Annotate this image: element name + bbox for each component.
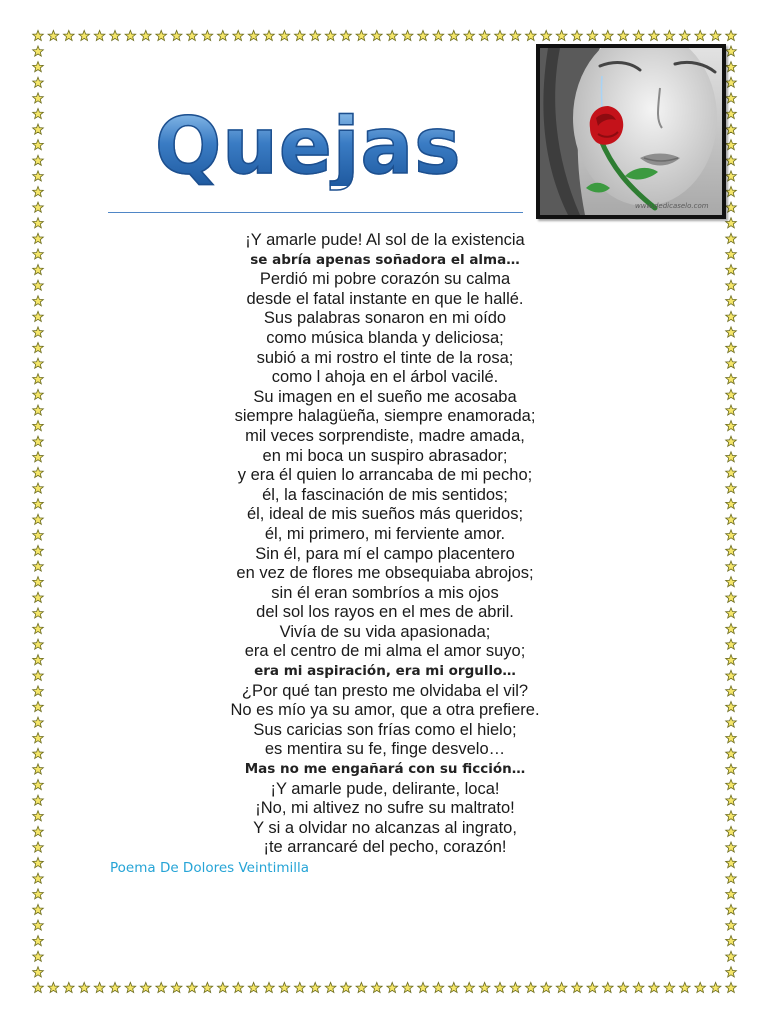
star-icon: [33, 561, 44, 571]
star-icon: [726, 951, 737, 961]
star-icon: [726, 265, 737, 275]
star-icon: [710, 982, 721, 992]
crying-woman-rose-image: [536, 44, 726, 219]
star-icon: [33, 155, 44, 165]
star-icon: [33, 670, 44, 680]
star-icon: [33, 623, 44, 633]
star-icon: [33, 280, 44, 290]
star-icon: [464, 982, 475, 992]
star-icon: [356, 30, 367, 40]
poem-line: mil veces sorprendiste, madre amada,: [245, 426, 525, 445]
star-icon: [726, 920, 737, 930]
star-icon: [695, 30, 706, 40]
star-icon: [248, 982, 259, 992]
star-icon: [294, 982, 305, 992]
star-icon: [726, 436, 737, 446]
star-icon: [33, 374, 44, 384]
star-icon: [202, 30, 213, 40]
poem-line: sin él eran sombríos a mis ojos: [271, 583, 499, 602]
star-icon: [33, 545, 44, 555]
star-icon: [726, 936, 737, 946]
star-icon: [525, 30, 536, 40]
star-icon: [33, 967, 44, 977]
star-icon: [710, 30, 721, 40]
star-icon: [726, 748, 737, 758]
star-icon: [726, 280, 737, 290]
poem-line: Sin él, para mí el campo placentero: [255, 544, 515, 563]
star-icon: [33, 795, 44, 805]
star-icon: [171, 982, 182, 992]
star-icon: [140, 30, 151, 40]
star-icon: [495, 30, 506, 40]
poem-line: Perdió mi pobre corazón su calma: [259, 270, 511, 289]
poem-line: ¡No, mi altivez no sufre su maltrato!: [255, 799, 515, 818]
poem-line: siempre halagüeña, siempre enamorada;: [234, 407, 536, 426]
star-icon: [572, 30, 583, 40]
poem-line: desde el fatal instante en que le hallé.: [246, 289, 524, 308]
star-icon: [726, 514, 737, 524]
star-icon: [402, 982, 413, 992]
star-icon: [33, 124, 44, 134]
poem-line: como música blanda y deliciosa;: [266, 328, 504, 347]
poem-line: Su imagen en el sueño me acosaba: [253, 387, 517, 406]
star-icon: [541, 982, 552, 992]
star-icon: [94, 30, 105, 40]
star-icon: [125, 982, 136, 992]
star-icon: [33, 421, 44, 431]
star-icon: [33, 748, 44, 758]
star-icon: [187, 982, 198, 992]
star-icon: [33, 218, 44, 228]
star-icon: [33, 483, 44, 493]
poem-line: como l ahoja en el árbol vacilé.: [271, 368, 499, 387]
star-icon: [726, 889, 737, 899]
star-icon: [726, 858, 737, 868]
star-icon: [572, 982, 583, 992]
star-icon: [664, 982, 675, 992]
star-icon: [602, 30, 613, 40]
star-icon: [33, 202, 44, 212]
star-icon: [33, 811, 44, 821]
poem-line: y era él quien lo arrancaba de mi pecho;: [237, 466, 533, 485]
star-icon: [140, 982, 151, 992]
star-icon: [464, 30, 475, 40]
star-icon: [33, 405, 44, 415]
star-icon: [649, 982, 660, 992]
star-icon: [33, 108, 44, 118]
star-icon: [726, 124, 737, 134]
star-icon: [33, 639, 44, 649]
star-icon: [726, 296, 737, 306]
star-icon: [325, 982, 336, 992]
star-icon: [33, 186, 44, 196]
star-icon: [79, 30, 90, 40]
star-icon: [171, 30, 182, 40]
star-icon: [633, 30, 644, 40]
star-icon: [110, 30, 121, 40]
star-icon: [33, 140, 44, 150]
star-icon: [726, 608, 737, 618]
star-icon: [726, 108, 737, 118]
star-icon: [33, 655, 44, 665]
star-icon: [726, 577, 737, 587]
poem-line: en vez de flores me obsequiaba abrojos;: [236, 564, 534, 583]
star-icon: [33, 514, 44, 524]
poem-line: subió a mi rostro el tinte de la rosa;: [256, 348, 514, 367]
star-icon: [125, 30, 136, 40]
star-icon: [602, 982, 613, 992]
star-icon: [433, 982, 444, 992]
star-icon: [495, 982, 506, 992]
star-icon: [726, 967, 737, 977]
star-icon: [33, 499, 44, 509]
star-icon: [679, 30, 690, 40]
star-icon: [726, 327, 737, 337]
star-icon: [556, 30, 567, 40]
star-icon: [633, 982, 644, 992]
star-icon: [33, 358, 44, 368]
poem-line: No es mío ya su amor, que a otra prefiere.: [230, 701, 540, 720]
star-icon: [726, 655, 737, 665]
star-icon: [33, 389, 44, 399]
star-icon: [726, 233, 737, 243]
star-icon: [187, 30, 198, 40]
star-icon: [294, 30, 305, 40]
star-icon: [726, 545, 737, 555]
poem-line: Y si a olvidar no alcanzas al ingrato,: [253, 818, 517, 837]
star-icon: [33, 904, 44, 914]
star-icon: [33, 296, 44, 306]
star-icon: [33, 701, 44, 711]
star-icon: [726, 592, 737, 602]
star-icon: [726, 374, 737, 384]
star-icon: [433, 30, 444, 40]
star-icon: [33, 171, 44, 181]
star-icon: [587, 982, 598, 992]
star-icon: [418, 982, 429, 992]
star-icon: [726, 717, 737, 727]
star-icon: [726, 249, 737, 259]
star-icon: [33, 889, 44, 899]
star-icon: [726, 561, 737, 571]
star-icon: [33, 873, 44, 883]
star-icon: [726, 467, 737, 477]
star-icon: [726, 530, 737, 540]
star-icon: [726, 421, 737, 431]
star-icon: [33, 46, 44, 56]
star-icon: [726, 904, 737, 914]
star-icon: [726, 842, 737, 852]
poem-line: él, la fascinación de mis sentidos;: [262, 485, 508, 504]
poem-line: era el centro de mi alma el amor suyo;: [244, 642, 526, 661]
star-icon: [726, 77, 737, 87]
star-icon: [217, 30, 228, 40]
star-icon: [726, 873, 737, 883]
star-icon: [33, 936, 44, 946]
star-icon: [556, 982, 567, 992]
star-icon: [33, 93, 44, 103]
star-icon: [33, 826, 44, 836]
poem-line: era mi aspiración, era mi orgullo…: [254, 663, 516, 680]
star-icon: [479, 982, 490, 992]
star-icon: [726, 499, 737, 509]
star-icon: [33, 717, 44, 727]
star-icon: [525, 982, 536, 992]
star-icon: [387, 982, 398, 992]
poem-line: ¡te arrancaré del pecho, corazón!: [263, 838, 507, 857]
star-icon: [33, 733, 44, 743]
star-icon: [33, 265, 44, 275]
star-icon: [310, 982, 321, 992]
star-icon: [726, 140, 737, 150]
star-icon: [587, 30, 598, 40]
star-icon: [726, 186, 737, 196]
star-icon: [156, 982, 167, 992]
star-icon: [233, 982, 244, 992]
star-icon: [33, 452, 44, 462]
star-icon: [618, 982, 629, 992]
star-icon: [33, 249, 44, 259]
star-icon: [726, 93, 737, 103]
poem-line: ¡Y amarle pude! Al sol de la existencia: [245, 231, 525, 249]
star-icon: [33, 77, 44, 87]
star-icon: [156, 30, 167, 40]
star-icon: [726, 405, 737, 415]
star-icon: [726, 218, 737, 228]
star-icon: [33, 233, 44, 243]
star-icon: [649, 30, 660, 40]
star-icon: [110, 982, 121, 992]
star-icon: [279, 30, 290, 40]
star-icon: [371, 30, 382, 40]
star-icon: [94, 982, 105, 992]
star-icon: [63, 982, 74, 992]
poem-line: él, ideal de mis sueños más queridos;: [246, 505, 524, 524]
star-icon: [726, 670, 737, 680]
star-icon: [248, 30, 259, 40]
star-icon: [387, 30, 398, 40]
star-icon: [726, 701, 737, 711]
star-icon: [33, 436, 44, 446]
star-icon: [679, 982, 690, 992]
poem-body: [150, 231, 620, 858]
star-icon: [726, 639, 737, 649]
star-icon: [33, 530, 44, 540]
star-icon: [33, 62, 44, 72]
star-icon: [33, 858, 44, 868]
star-icon: [726, 202, 737, 212]
star-icon: [33, 467, 44, 477]
poem-line: Sus palabras sonaron en mi oído: [263, 309, 507, 328]
poem-line: Vivía de su vida apasionada;: [279, 622, 491, 641]
star-icon: [33, 951, 44, 961]
star-icon: [726, 623, 737, 633]
star-icon: [371, 982, 382, 992]
star-icon: [726, 452, 737, 462]
star-icon: [33, 780, 44, 790]
star-icon: [33, 608, 44, 618]
star-icon: [79, 982, 90, 992]
star-icon: [726, 483, 737, 493]
star-icon: [217, 982, 228, 992]
author-credit: Poema De Dolores Veintimilla: [110, 860, 309, 876]
star-icon: [726, 780, 737, 790]
star-icon: [33, 327, 44, 337]
star-icon: [510, 30, 521, 40]
star-icon: [448, 30, 459, 40]
star-icon: [726, 389, 737, 399]
star-icon: [695, 982, 706, 992]
star-icon: [726, 982, 737, 992]
star-icon: [48, 982, 59, 992]
star-icon: [33, 842, 44, 852]
star-icon: [418, 30, 429, 40]
poem-line: se abría apenas soñadora el alma…: [250, 251, 520, 268]
poem-line: él, mi primero, mi ferviente amor.: [264, 524, 506, 543]
star-icon: [48, 30, 59, 40]
title-underline: [108, 212, 523, 213]
star-icon: [33, 686, 44, 696]
star-icon: [33, 30, 44, 40]
star-icon: [279, 982, 290, 992]
star-icon: [202, 982, 213, 992]
star-icon: [402, 30, 413, 40]
poem-line: es mentira su fe, finge desvelo…: [264, 740, 506, 759]
star-icon: [33, 592, 44, 602]
star-icon: [341, 30, 352, 40]
star-icon: [310, 30, 321, 40]
poem-line: del sol los rayos en el mes de abril.: [256, 603, 514, 622]
star-icon: [726, 155, 737, 165]
star-icon: [63, 30, 74, 40]
star-icon: [325, 30, 336, 40]
star-icon: [726, 46, 737, 56]
star-icon: [33, 920, 44, 930]
star-icon: [726, 358, 737, 368]
star-icon: [341, 982, 352, 992]
star-icon: [726, 686, 737, 696]
star-icon: [726, 733, 737, 743]
poem-line: Sus caricias son frías como el hielo;: [253, 720, 517, 739]
star-icon: [726, 795, 737, 805]
star-icon: [33, 982, 44, 992]
star-icon: [33, 343, 44, 353]
star-icon: [541, 30, 552, 40]
star-icon: [726, 311, 737, 321]
star-icon: [726, 62, 737, 72]
star-icon: [264, 982, 275, 992]
poem-line: ¿Por qué tan presto me olvidaba el vil?: [241, 681, 529, 700]
star-icon: [510, 982, 521, 992]
star-icon: [33, 311, 44, 321]
star-icon: [726, 171, 737, 181]
star-icon: [726, 30, 737, 40]
star-icon: [448, 982, 459, 992]
star-icon: [726, 764, 737, 774]
star-icon: [356, 982, 367, 992]
star-icon: [618, 30, 629, 40]
star-icon: [664, 30, 675, 40]
star-icon: [726, 343, 737, 353]
star-icon: [33, 764, 44, 774]
star-icon: [726, 811, 737, 821]
watermark-text: www.dedicaselo.com: [635, 202, 709, 210]
poem-title: Quejas: [155, 102, 462, 192]
star-icon: [233, 30, 244, 40]
star-icon: [726, 826, 737, 836]
poem-line: Mas no me engañará con su ficción…: [244, 761, 526, 778]
star-icon: [479, 30, 490, 40]
poem-line: en mi boca un suspiro abrasador;: [262, 446, 508, 465]
poem-line: ¡Y amarle pude, delirante, loca!: [270, 779, 500, 798]
star-icon: [33, 577, 44, 587]
star-icon: [264, 30, 275, 40]
